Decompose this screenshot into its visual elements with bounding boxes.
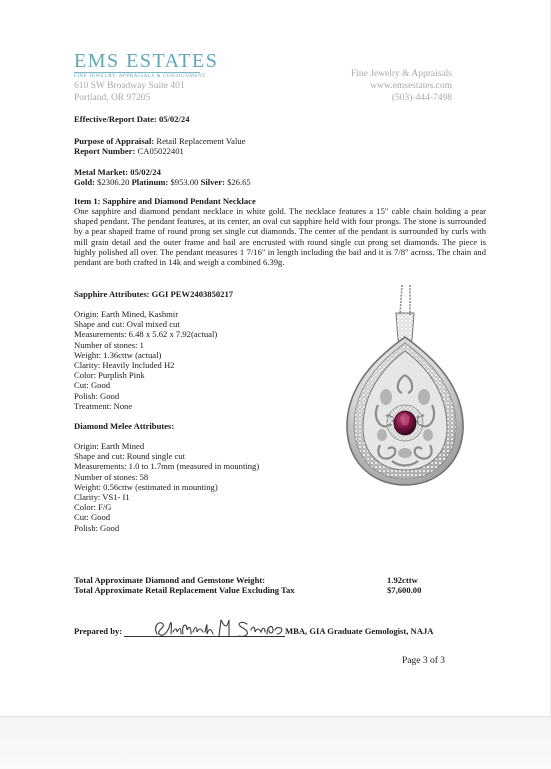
company-contact [351,68,452,104]
sapphire-attributes [74,309,217,411]
gemologist-credentials: MBA, GIA Graduate Gemologist, NAJA [285,626,434,636]
website: www.emsestates.com [370,81,452,91]
purpose-label: Purpose of Appraisal: [74,136,155,146]
attribute-line: Number of stones: 1 [74,339,144,350]
metal-prices [74,177,251,187]
attribute-line: Weight: 1.36cttw (actual) [74,349,162,360]
attribute-line: Origin: Earth Mined [74,441,145,451]
attribute-line: Polish: Good [74,390,120,401]
attribute-line: Clarity: Heavily Included H2 [74,360,175,371]
effective-date: Effective/Report Date: 05/02/24 [74,114,190,124]
tagline: Fine Jewelry & Appraisals [350,69,452,79]
metal-market: Metal Market: 05/02/24 [74,167,161,177]
pendant-photo [330,285,480,490]
total-value-value: $7,600.00 [387,585,422,595]
attribute-line: Treatment: None [74,400,133,411]
attribute-line: Origin: Earth Mined, Kashmir [74,309,179,319]
logo-subtitle: FINE JEWELRY, APPRAISALS & CONSIGNMENT [74,74,207,79]
sapphire-heading: Sapphire Attributes: GGI PEW2403850217 [74,289,234,299]
address-line: 610 SW Broadway Suite 401 [74,81,185,91]
platinum-value: $953.00 [170,177,199,187]
item-title: Item 1: Sapphire and Diamond Pendant Necklace [74,196,256,206]
company-logo [74,50,218,79]
purpose-line [74,136,245,146]
attribute-line: Measurements: 1.0 to 1.7mm (measured in mounting) [74,461,260,472]
report-number-line [74,146,184,156]
scan-bottom-margin [0,716,551,769]
melee-heading: Diamond Melee Attributes: [74,421,175,431]
melee-attributes [74,441,259,533]
attribute-line: Color: Purplish Pink [74,370,145,381]
logo-text: EMS ESTATES [74,50,219,72]
prepared-by-label: Prepared by: [74,626,123,636]
gold-label: Gold: [74,177,96,187]
company-address [74,80,185,104]
attribute-line: Shape and cut: Oval mixed cut [74,319,180,330]
attribute-line: Number of stones: 58 [74,471,149,482]
silver-label: Silver: [200,177,225,187]
attribute-line: Measurements: 6.48 x 5.62 x 7.92(actual) [74,329,218,340]
phone: (503)-444-7498 [391,93,452,103]
attribute-line: Clarity: VS1- I1 [74,492,130,503]
attribute-line: Weight: 0.56cttw (estimated in mounting) [74,481,218,492]
attribute-line: Cut: Good [74,512,111,523]
total-weight-label: Total Approximate Diamond and Gemstone Weight: [74,575,266,585]
total-value-label: Total Approximate Retail Replacement Value Excluding Tax [74,585,295,595]
handwritten-signature [151,616,286,642]
attribute-line: Polish: Good [74,522,120,533]
report-number-label: Report Number: [74,146,136,156]
item-description: One sapphire and diamond pendant necklace in white gold. The necklace features a 15" cable chain holding a pear shaped pendant. The pendant features, at its center, an oval cut sapphire held with four prongs. The stone is surrounded by a pear shaped frame of round prong set single cut diamonds. The center of the pendant is surrounded by curls with mill grain detail and the outer frame and bail are encrusted with round single cut prong set diamonds. The piece is highly polished all over. The pendant measures 1 7/16" in length including the bail and it is 7/8" across. The chain and pendant are both crafted in 14k and weigh a combined 6.39g. [74,206,486,268]
attribute-line: Shape and cut: Round single cut [74,451,185,462]
report-number-value: CA05022401 [137,146,184,156]
platinum-label: Platinum: [131,177,169,187]
silver-value: $26.65 [227,177,251,187]
address-line: Portland, OR 97205 [74,93,151,103]
purpose-value: Retail Replacement Value [156,136,246,146]
page-number: Page 3 of 3 [402,656,446,666]
attribute-line: Color: F/G [74,502,112,513]
attribute-line: Cut: Good [74,380,111,391]
total-weight-value: 1.92cttw [387,575,418,585]
gold-value: $2306.20 [97,177,130,187]
